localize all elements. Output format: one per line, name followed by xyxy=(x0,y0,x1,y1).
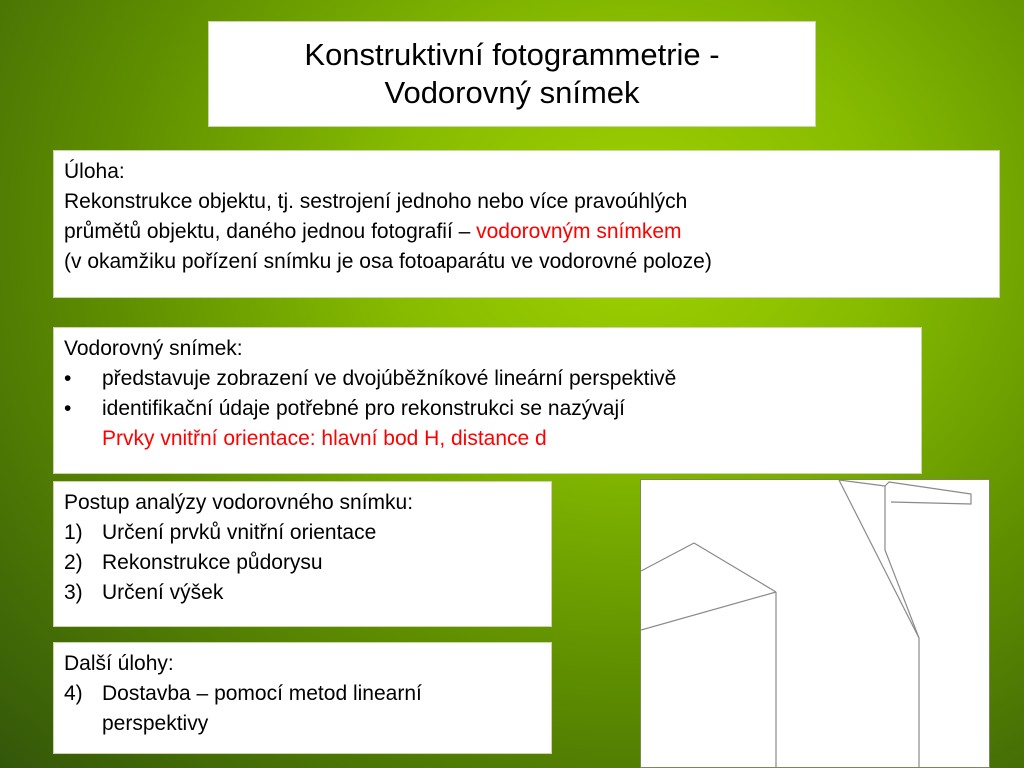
perspective-sketch xyxy=(641,480,989,767)
title-line-1: Konstruktivní fotogrammetrie - xyxy=(304,37,720,72)
list-item-continuation: perspektivy xyxy=(102,712,209,735)
task-line-2 xyxy=(64,217,989,247)
interior-orientation-highlight: Prvky vnitřní orientace: hlavní bod H, distance d xyxy=(102,427,547,450)
procedure-heading: Postup analýzy vodorovného snímku: xyxy=(64,491,414,514)
list-item-text: Rekonstrukce půdorysu xyxy=(102,551,323,574)
further-tasks-box xyxy=(53,642,552,754)
perspective-drawing xyxy=(640,479,990,768)
task-line-2-text: průmětů objektu, daného jednou fotografií – xyxy=(64,220,477,243)
list-item-text: Dostavba – pomocí metod linearní xyxy=(102,682,422,705)
horizontal-image-box xyxy=(53,327,922,474)
task-highlight: vodorovným snímkem xyxy=(476,220,682,243)
list-number: 2) xyxy=(64,551,83,574)
slide-title xyxy=(208,21,816,127)
task-line-1: Rekonstrukce objektu, tj. sestrojení jednoho nebo více pravoúhlých xyxy=(64,190,688,213)
list-item-text: identifikační údaje potřebné pro rekonstrukci se nazývají xyxy=(102,397,625,420)
task-line-3: (v okamžiku pořízení snímku je osa fotoaparátu ve vodorovné poloze) xyxy=(64,250,712,273)
list-number: 4) xyxy=(64,682,83,705)
list-number: 1) xyxy=(64,521,83,544)
task-box xyxy=(53,150,1000,298)
title-line-2: Vodorovný snímek xyxy=(384,75,640,110)
tall-block-left-edge xyxy=(839,480,919,638)
procedure-box xyxy=(53,481,552,627)
list-item-text: Určení výšek xyxy=(102,581,224,604)
left-block-top-edge xyxy=(641,543,776,592)
further-tasks-heading: Další úlohy: xyxy=(64,652,174,675)
list-item xyxy=(64,364,911,394)
left-block-lower-edge xyxy=(641,592,776,630)
list-item-text: Určení prvků vnitřní orientace xyxy=(102,521,377,544)
list-item xyxy=(64,518,541,548)
list-number: 3) xyxy=(64,581,83,604)
tall-block-outline xyxy=(839,480,919,767)
list-item xyxy=(64,394,911,424)
list-item xyxy=(64,679,541,709)
horizontal-image-heading: Vodorovný snímek: xyxy=(64,337,243,360)
list-item xyxy=(64,578,541,608)
task-heading: Úloha: xyxy=(64,160,125,183)
bullet: • xyxy=(64,397,72,420)
bullet: • xyxy=(64,367,72,390)
roof-flap xyxy=(885,482,971,504)
list-item-text: představuje zobrazení ve dvojúběžníkové lineární perspektivě xyxy=(102,367,677,390)
list-item xyxy=(64,548,541,578)
